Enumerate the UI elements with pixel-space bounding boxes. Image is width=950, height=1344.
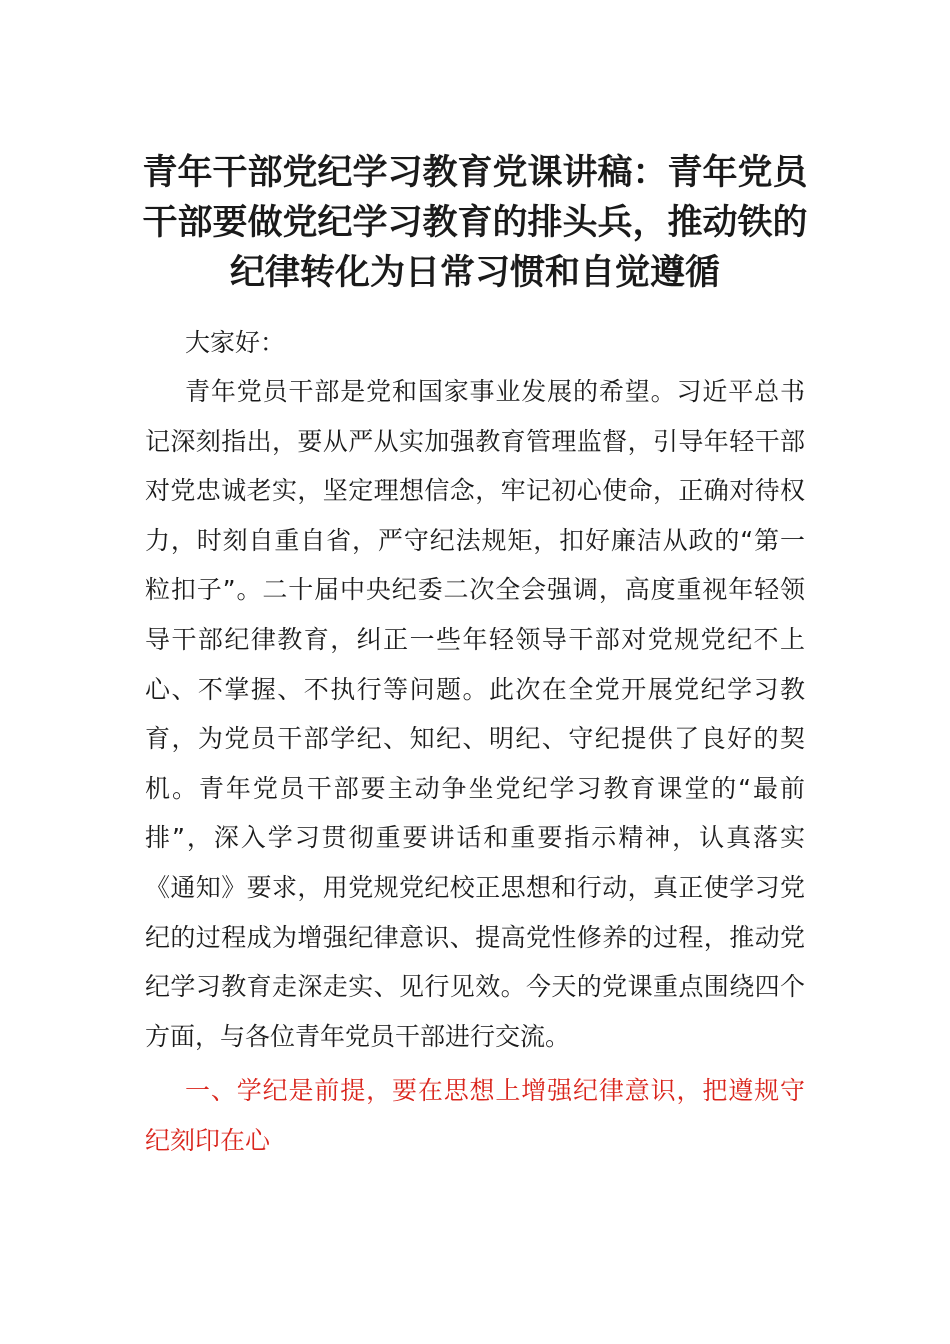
body-paragraph: 青年党员干部是党和国家事业发展的希望。习近平总书记深刻指出，要从严从实加强教育管理监督，引导年轻干部对党忠诚老实，坚定理想信念，牢记初心使命，正确对待权力，时刻自重自省，严守纪法规矩，扣好廉洁从政的“第一粒扣子”。二十届中央纪委二次全会强调，高度重视年轻领导干部纪律教育，纠正一些年轻领导干部对党规党纪不上心、不掌握、不执行等问题。此次在全党开展党纪学习教育，为党员干部学纪、知纪、明纪、守纪提供了良好的契机。青年党员干部要主动争坐党纪学习教育课堂的“最前排”，深入学习贯彻重要讲话和重要指示精神，认真落实《通知》要求，用党规党纪校正思想和行动，真正使学习党纪的过程成为增强纪律意识、提高党性修养的过程，推动党纪学习教育走深走实、见行见效。今天的党课重点围绕四个方面，与各位青年党员干部进行交流。 (145, 377, 805, 1051)
document-title: 青年干部党纪学习教育党课讲稿：青年党员干部要做党纪学习教育的排头兵，推动铁的纪律转化为日常习惯和自觉遵循 (142, 153, 808, 293)
greeting-line: 大家好： (185, 328, 286, 357)
section-heading: 一、学纪是前提，要在思想上增强纪律意识，把遵规守纪刻印在心 (145, 1076, 805, 1155)
